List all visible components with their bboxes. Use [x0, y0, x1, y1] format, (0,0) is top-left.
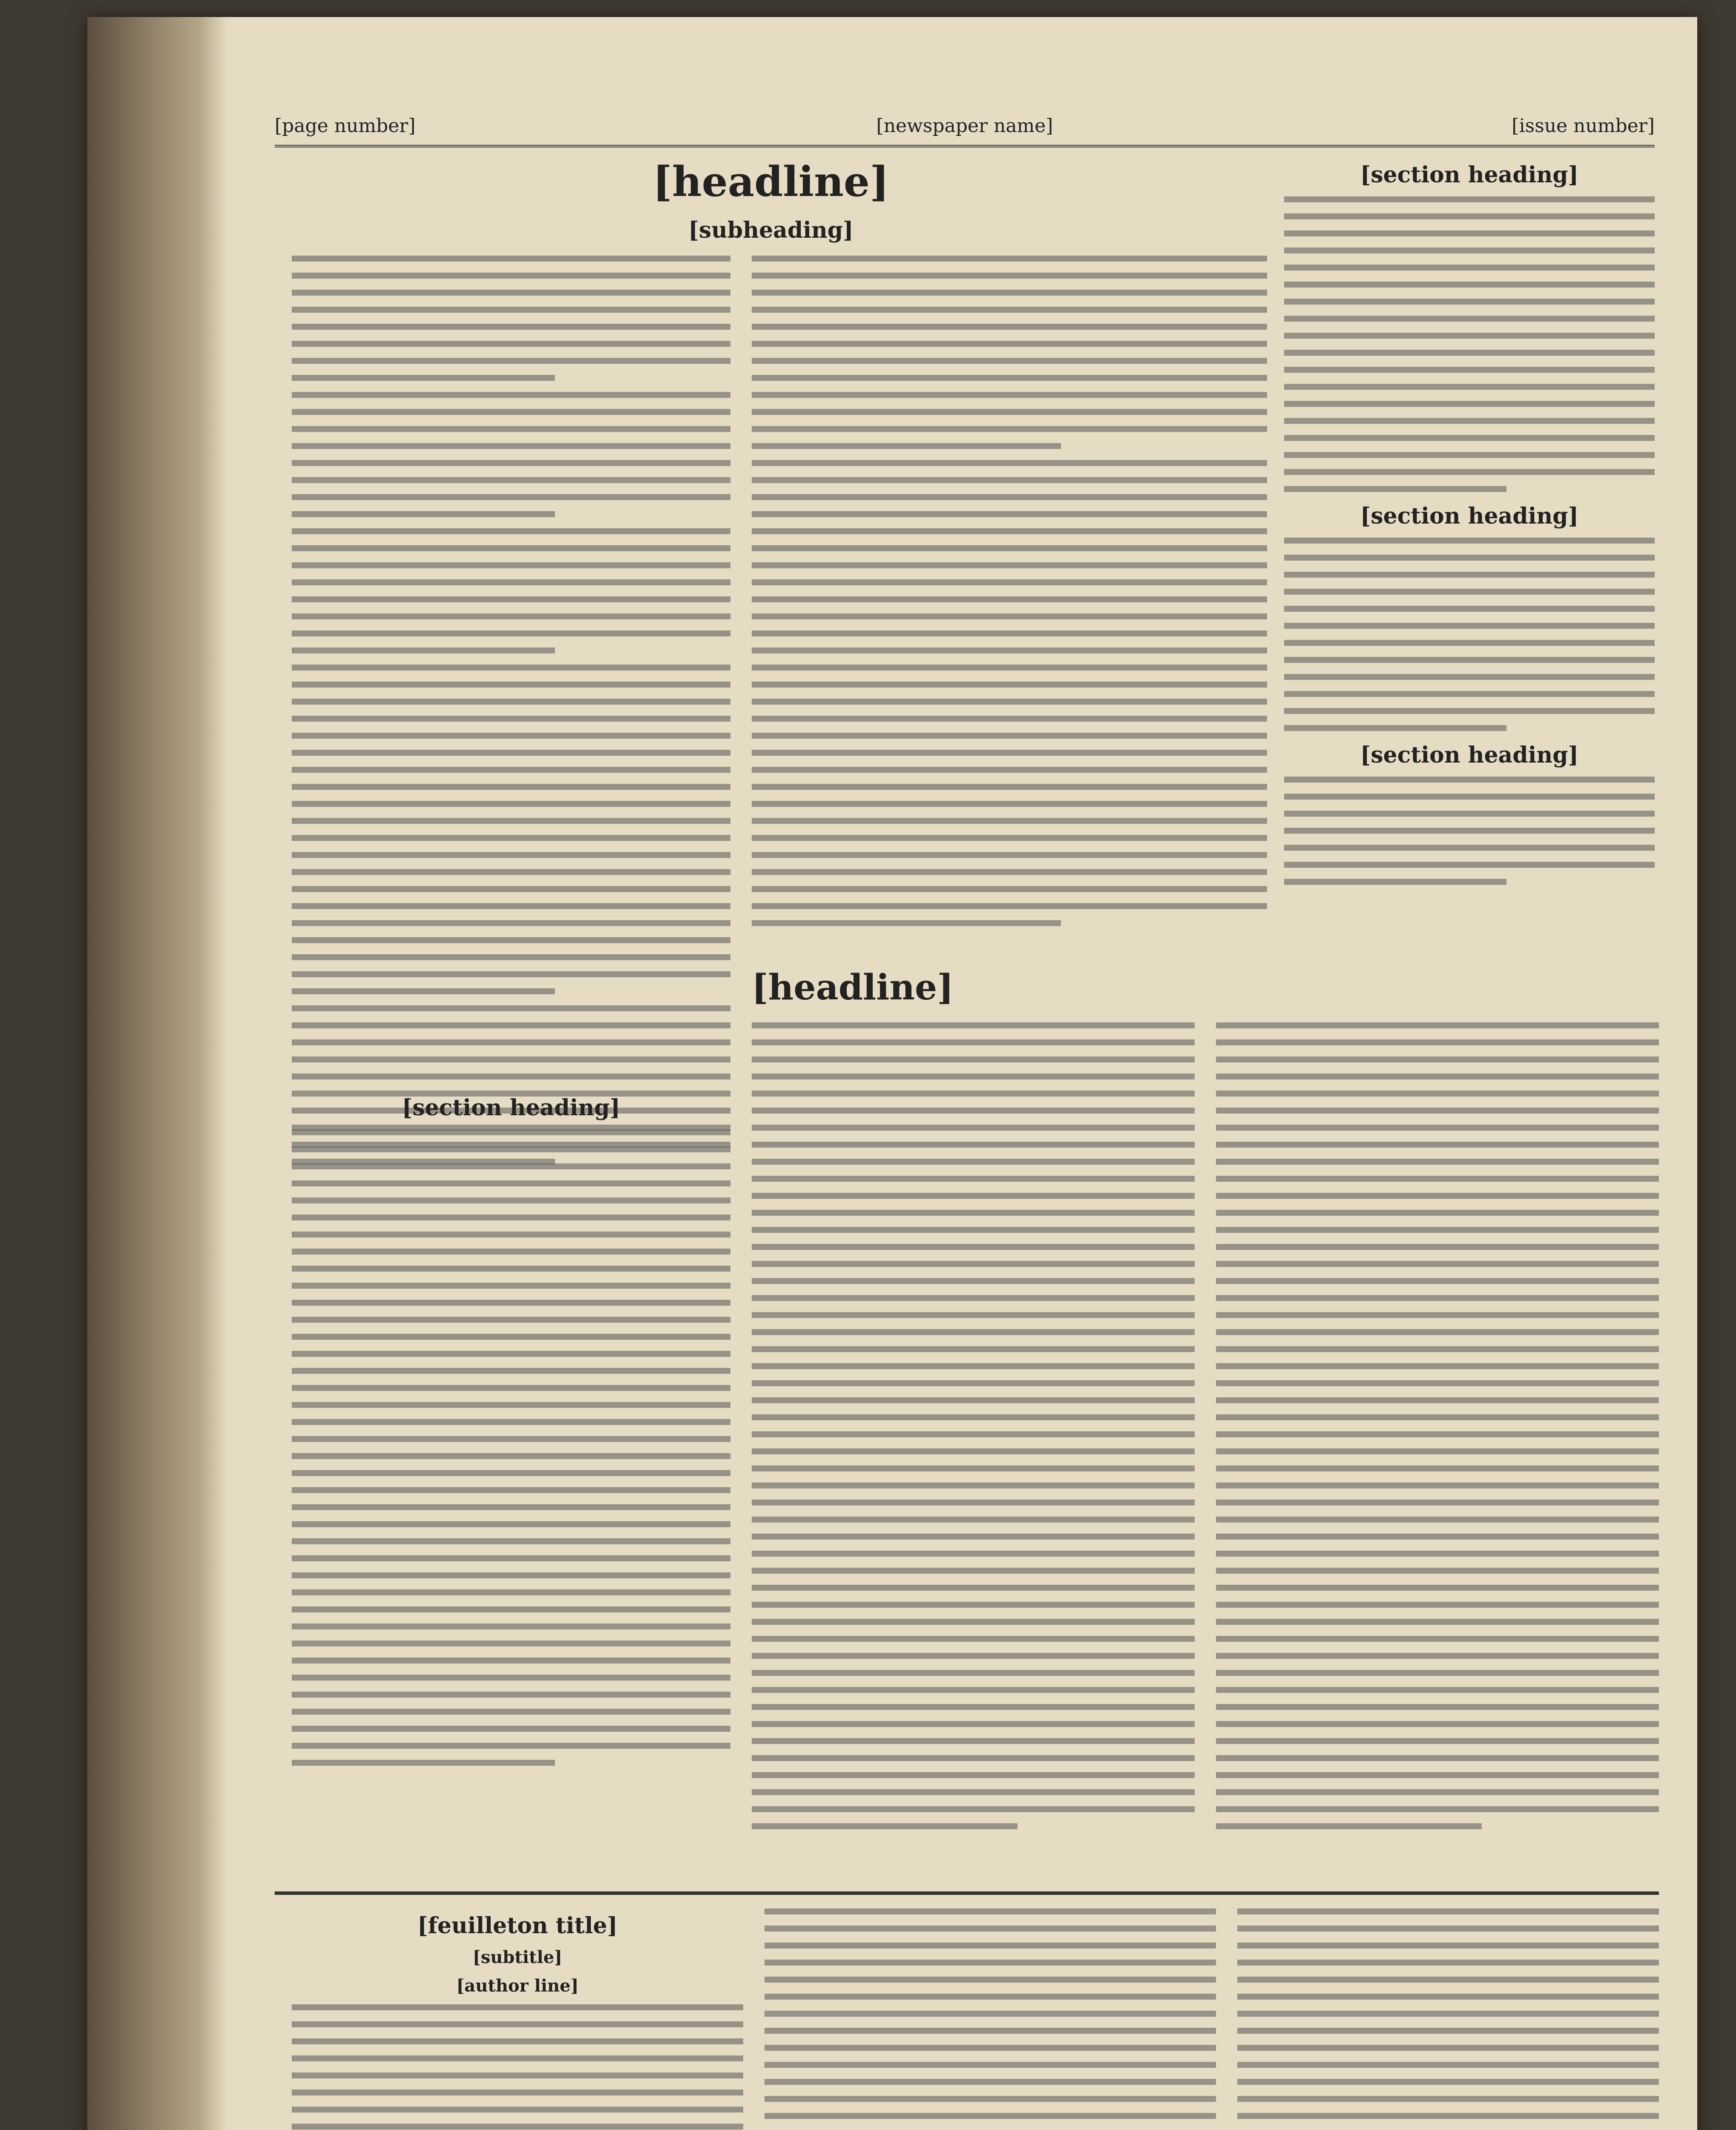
- running-header: [275, 106, 1655, 147]
- feuilleton-author: [author line]: [456, 1976, 579, 1996]
- feuilleton-title: [feuilleton title]: [417, 1913, 618, 1939]
- cassino-heading: [section heading]: [402, 1095, 621, 1121]
- main-headline: [headline]: [652, 158, 889, 206]
- page-number: [page number]: [275, 115, 416, 137]
- right-column: [1284, 158, 1655, 950]
- main-subhead: [subheading]: [688, 217, 854, 243]
- book-binding: [87, 17, 228, 2130]
- eichenlaub-heading: [section heading]: [1360, 503, 1579, 529]
- middle-column: [752, 256, 1267, 954]
- ritterkreuz-heading: [section heading]: [1360, 162, 1579, 188]
- east-front-col1: [752, 1022, 1195, 1874]
- feuilleton-subtitle: [subtitle]: [472, 1947, 563, 1967]
- issue-number: [issue number]: [1512, 115, 1655, 137]
- newspaper-name: [newspaper name]: [876, 115, 1053, 137]
- finnish-cross-heading: [section heading]: [1360, 742, 1579, 768]
- east-front-col2: [1216, 1022, 1659, 1874]
- cassino-section: [292, 1091, 730, 1883]
- feuilleton-col1: [292, 1908, 743, 2130]
- feuilleton-divider: [275, 1891, 1659, 1895]
- feuilleton-col2: [765, 1908, 1216, 2130]
- newspaper-page: [87, 17, 1697, 2130]
- left-column: [292, 256, 730, 1210]
- east-front-headline: [headline]: [752, 967, 954, 1008]
- feuilleton-col3: [1237, 1908, 1659, 2130]
